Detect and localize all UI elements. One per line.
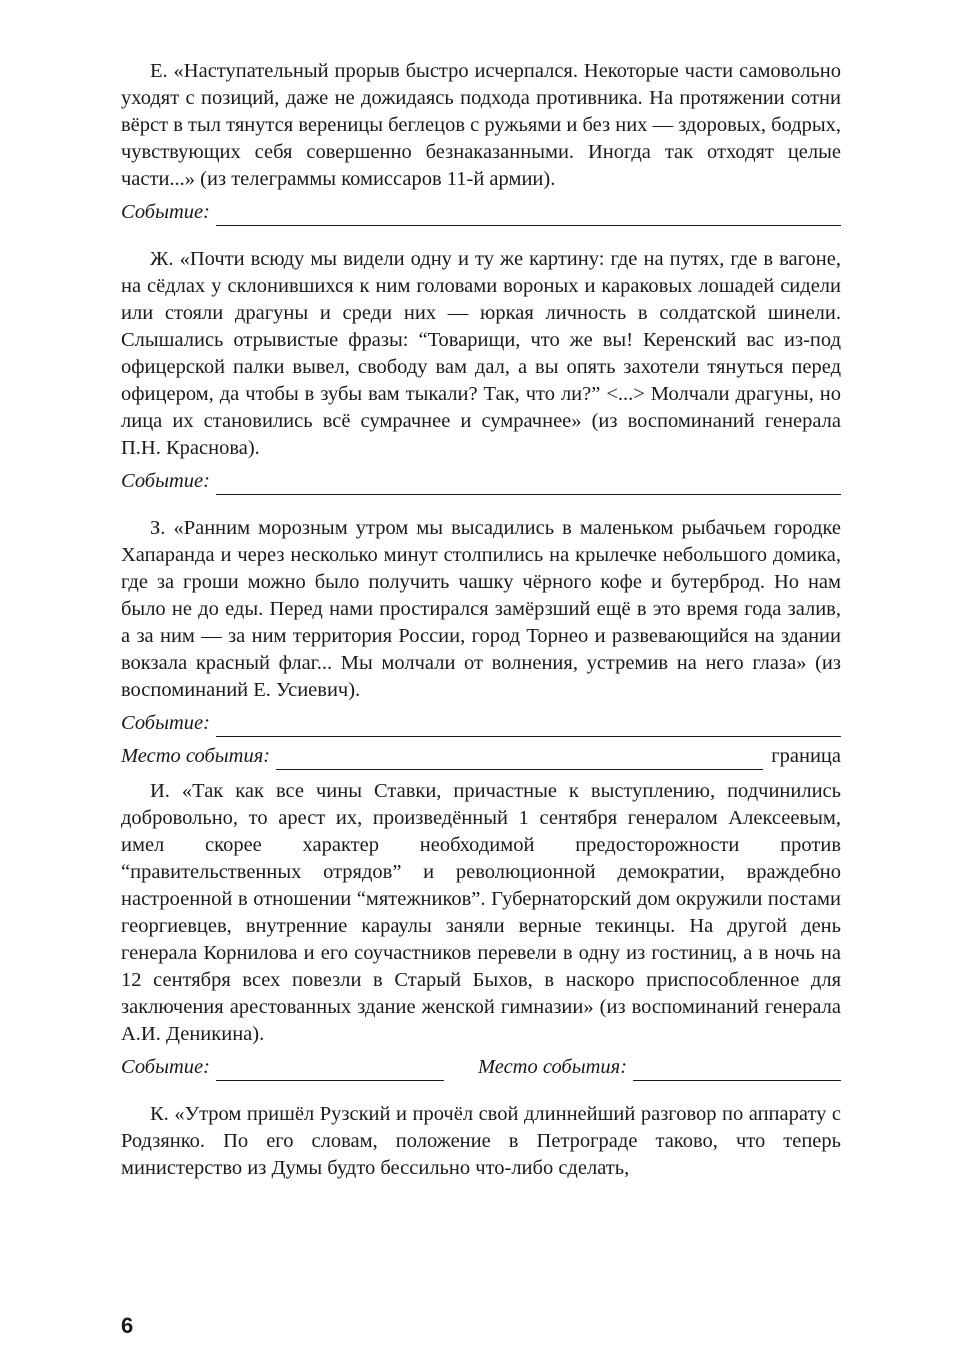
page-number: 6	[121, 1313, 134, 1338]
event-field-e	[121, 199, 841, 226]
border-word: граница	[771, 745, 841, 767]
event-blank-line[interactable]	[216, 716, 841, 737]
event-label: Событие:	[121, 470, 210, 492]
event-place-field-i	[121, 1054, 841, 1081]
event-blank-line[interactable]	[216, 1060, 444, 1081]
paragraph-k: К. «Утром пришёл Рузский и прочёл свой длиннейший разговор по аппарату с Родзянко. По его словам, положение в Петрограде таково, что теперь министерство из Думы будто бессильно что-либо сделать,	[121, 1103, 841, 1179]
event-field-zh	[121, 468, 841, 495]
event-label: Событие:	[121, 1056, 210, 1078]
page-content	[121, 58, 841, 1182]
event-label: Событие:	[121, 712, 210, 734]
event-field-z	[121, 710, 841, 737]
place-label: Место события:	[477, 1056, 628, 1078]
event-blank-line[interactable]	[216, 474, 841, 495]
place-label: Место события:	[121, 745, 271, 767]
place-blank-line[interactable]	[276, 749, 763, 770]
paragraph-zh: Ж. «Почти всюду мы видели одну и ту же картину: где на путях, где в вагоне, на сёдлах у склонившихся к ним головами вороных и караковых лошадей сидели или стояли драгуны и среди них — юркая личность в солдатской шинели. Слышались отрывистые фразы: “Товарищи, что же вы! Керенский вас из-под офицерской палки вывел, свободу вам дал, а вы опять захотели тянуться перед офицером, да чтобы в зубы вам тыкали? Так, что ли?” <...> Молчали драгуны, но лица их становились всё сумрачнее и сумрачнее» (из воспоминаний генерала П.Н. Краснова).	[121, 248, 841, 459]
place-blank-line[interactable]	[633, 1060, 841, 1081]
paragraph-i: И. «Так как все чины Ставки, причастные к выступлению, подчинились добровольно, то арест их, произведённый 1 сентября генералом Алексеевым, имел скорее характер необходимой предосторожности против “правительственных отрядов” и революционной демократии, враждебно настроенной в отношении “мятежников”. Губернаторский дом окружили постами георгиевцев, внутренние караулы заняли верные текинцы. На другой день генерала Корнилова и его соучастников перевели в одну из гостиниц, а в ночь на 12 сентября всех повезли в Старый Быхов, в наскоро приспособленное для заключения арестованных здание женской гимназии» (из воспоминаний генерала А.И. Деникина).	[121, 780, 841, 1045]
place-field-z	[121, 743, 841, 770]
event-blank-line[interactable]	[216, 205, 841, 226]
paragraph-e: Е. «Наступательный прорыв быстро исчерпался. Некоторые части самовольно уходят с позиций, даже не дожидаясь подхода противника. На протяжении сотни вёрст в тыл тянутся вереницы беглецов с ружьями и без них — здоровых, бодрых, чувствующих себя совершенно безнаказанными. Иногда так отходят целые части...» (из телеграммы комиссаров 11-й армии).	[121, 60, 841, 190]
paragraph-z: З. «Ранним морозным утром мы высадились в маленьком рыбачьем городке Хапаранда и через несколько минут столпились на крылечке небольшого домика, где за гроши можно было получить чашку чёрного кофе и бутерброд. Но нам было не до еды. Перед нами простирался замёрзший ещё в это время года залив, а за ним — за ним территория России, город Торнео и развевающийся на здании вокзала красный флаг... Мы молчали от волнения, устремив на него глаза» (из воспоминаний Е. Усиевич).	[121, 517, 841, 701]
event-label: Событие:	[121, 201, 210, 223]
